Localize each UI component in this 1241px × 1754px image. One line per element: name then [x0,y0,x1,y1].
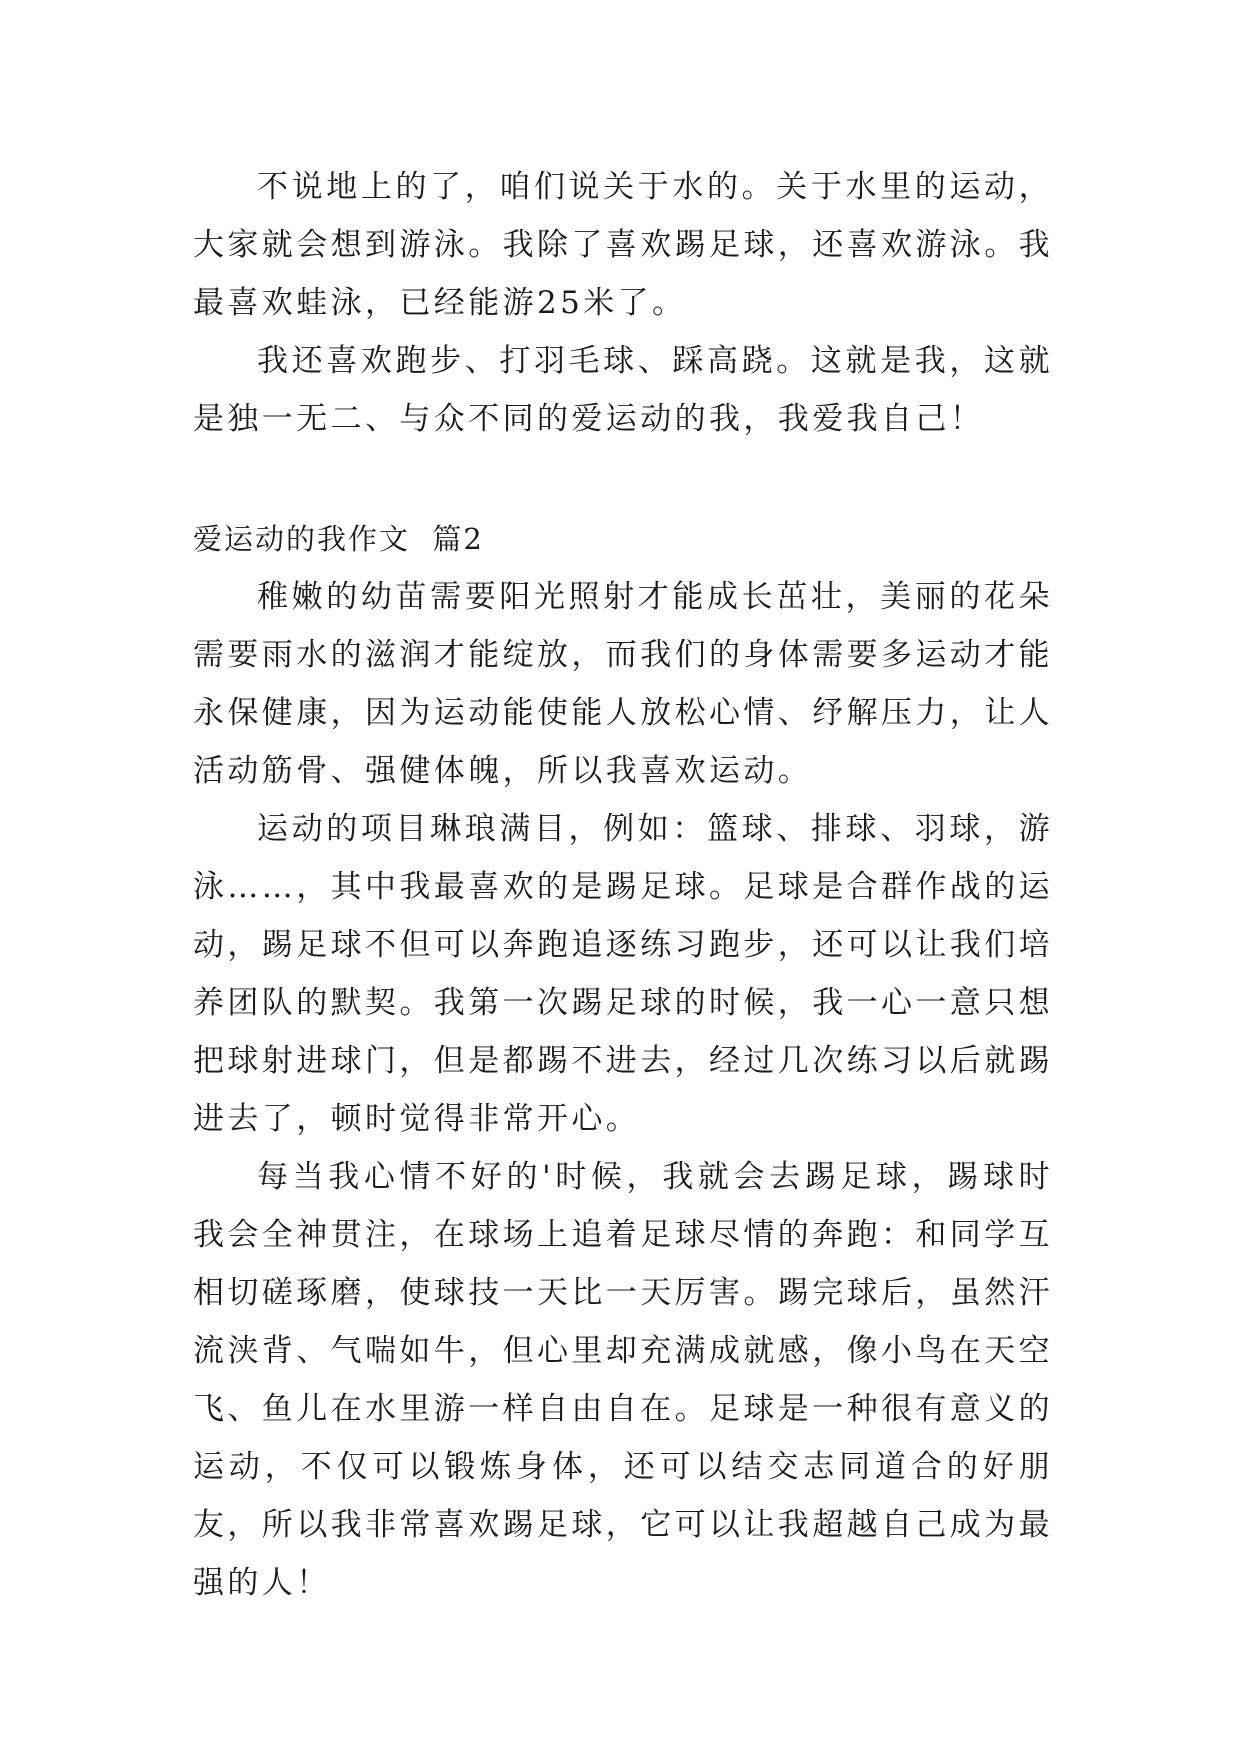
section-paragraph-2: 运动的项目琳琅满目，例如：篮球、排球、羽球，游泳……，其中我最喜欢的是踢足球。足球是合群作战的运动，踢足球不但可以奔跑追逐练习跑步，还可以让我们培养团队的默契。我第一次踢足球的时候，我一心一意只想把球射进球门，但是都踢不进去，经过几次练习以后就踢进去了，顿时觉得非常开心。 [193,811,1053,1137]
section-paragraph-3: 每当我心情不好的'时候，我就会去踢足球，踢球时我会全神贯注，在球场上追着足球尽情的奔跑：和同学互相切磋琢磨，使球技一天比一天厉害。踢完球后，虽然汗流浃背、气喘如牛，但心里却充满成就感，像小鸟在天空飞、鱼儿在水里游一样自由自在。足球是一种很有意义的运动，不仅可以锻炼身体，还可以结交志同道合的好朋友，所以我非常喜欢踢足球，它可以让我超越自己成为最强的人！ [193,1159,1053,1601]
section-title: 爱运动的我作文 篇2 [193,522,484,556]
document-body [193,158,1053,1612]
section-paragraph-1: 稚嫩的幼苗需要阳光照射才能成长茁壮，美丽的花朵需要雨水的滋润才能绽放，而我们的身体需要多运动才能永保健康，因为运动能使能人放松心情、纾解压力，让人活动筋骨、强健体魄，所以我喜欢运动。 [193,579,1053,789]
intro-paragraph-2: 我还喜欢跑步、打羽毛球、踩高跷。这就是我，这就是独一无二、与众不同的爱运动的我，我爱我自己！ [193,343,1053,437]
intro-paragraph-1: 不说地上的了，咱们说关于水的。关于水里的运动，大家就会想到游泳。我除了喜欢踢足球，还喜欢游泳。我最喜欢蛙泳，已经能游25米了。 [193,169,1053,321]
